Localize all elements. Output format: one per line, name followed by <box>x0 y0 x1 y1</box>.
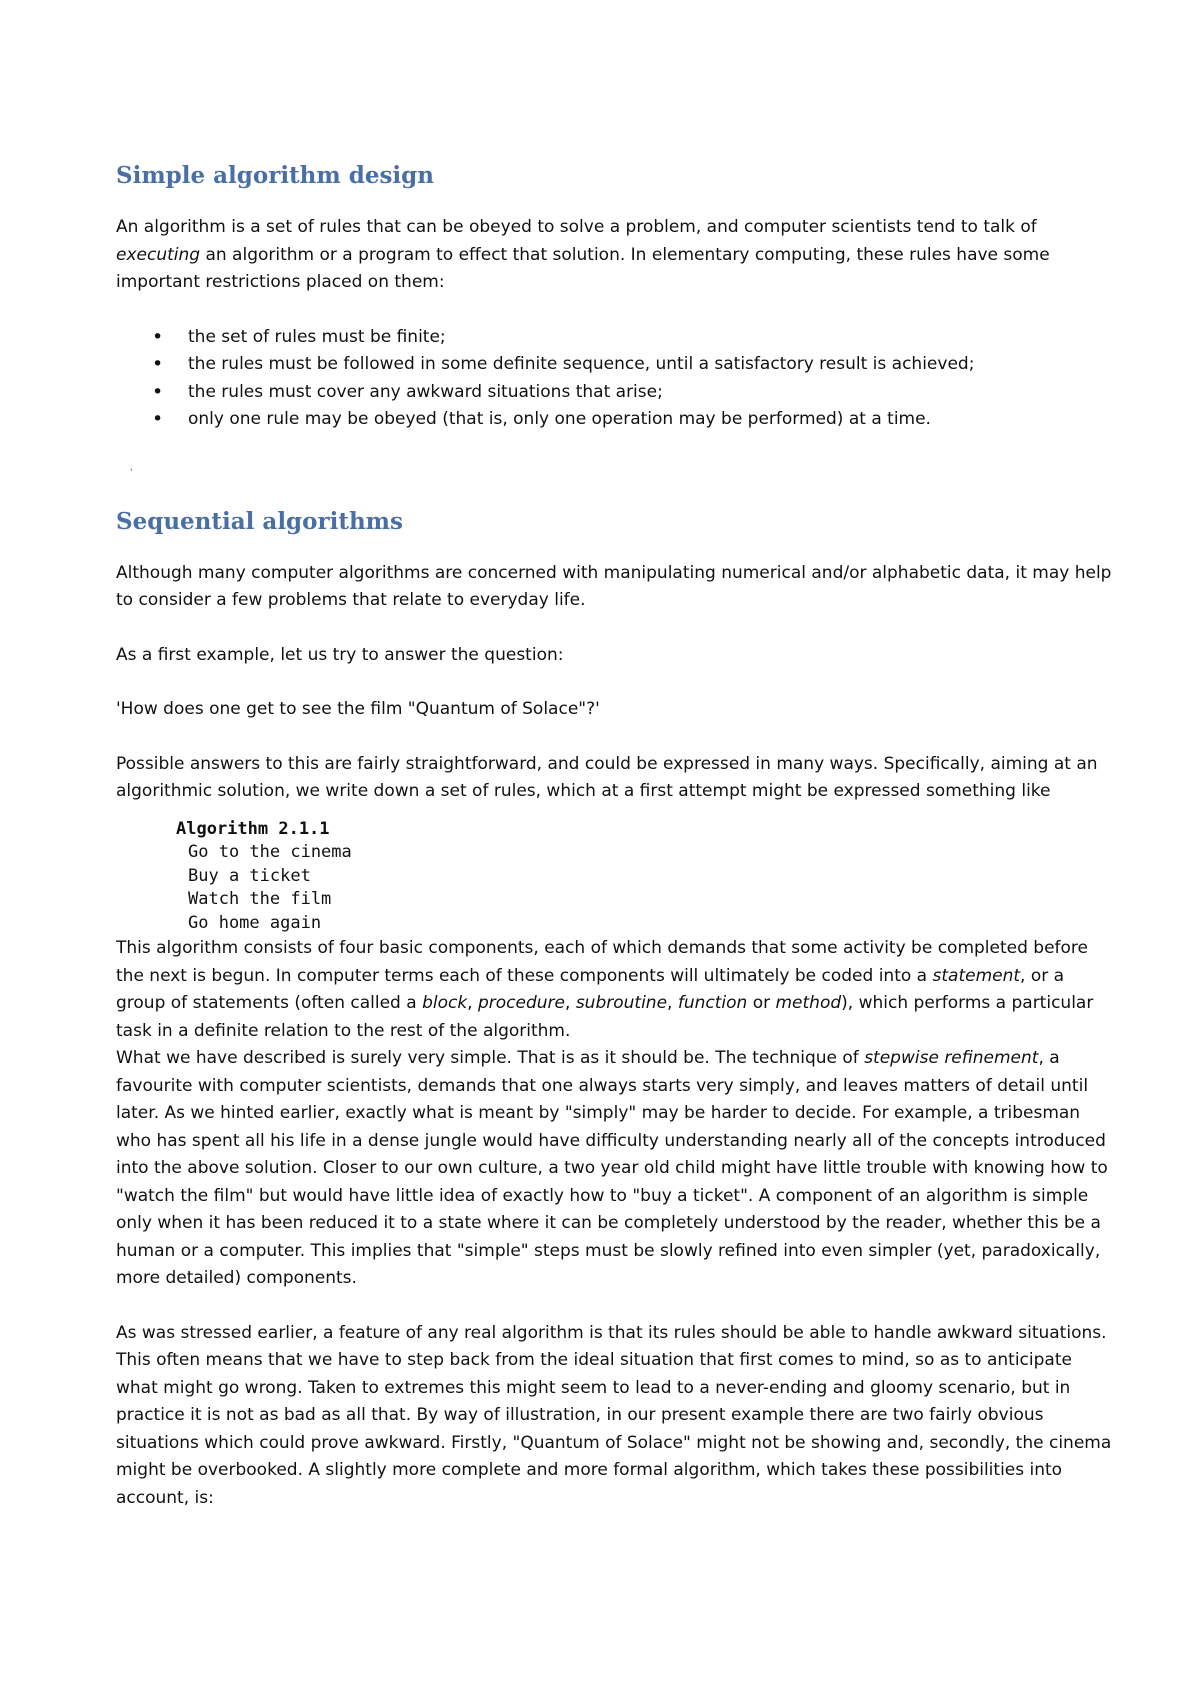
paragraph-stepwise-refinement: What we have described is surely very simple. That is as it should be. The technique of stepwise refinement, a favourite with computer scientists, demands that one always starts very simply, and leaves matters of detail until later. As we hinted earlier, exactly what is meant by "simply" may be harder to decide. For example, a tribesman who has spent all his life in a dense jungle would have difficulty understanding nearly all of the concepts introduced into the above solution. Closer to our own culture, a two year old child might have little trouble with knowing how to "watch the film" but would have little idea of exactly how to "buy a ticket". A component of an algorithm is simple only when it has been reduced it to a state where it can be completely understood by the reader, whether this be a human or a computer. This implies that "simple" steps must be slowly refined into even simpler (yet, paradoxically, more detailed) components. <box>116 1048 1108 1288</box>
emphasis-block: block <box>422 993 468 1013</box>
emphasis-procedure: procedure <box>477 993 565 1013</box>
algorithm-block <box>176 818 1116 936</box>
section-heading-simple-algorithm-design: Simple algorithm design <box>116 162 434 189</box>
algorithm-step: Go home again <box>188 912 322 933</box>
paragraph: Although many computer algorithms are concerned with manipulating numerical and/or alphabetic data, it may help to consider a few problems that relate to everyday life. <box>116 562 1112 610</box>
intro-text-a: An algorithm is a set of rules that can be obeyed to solve a problem, and computer scientists tend to talk of <box>116 217 1037 237</box>
paragraph-components: This algorithm consists of four basic components, each of which demands that some activity be completed before the next is begun. In computer terms each of these components will ultimately be coded into a statement, or a group of statements (often called a block, procedure, subroutine, function or method), which performs a particular task in a definite relation to the rest of the algorithm. <box>116 938 1094 1041</box>
paragraph-awkward-situations: As was stressed earlier, a feature of any real algorithm is that its rules should be able to handle awkward situations. This often means that we have to step back from the ideal situation that first comes to mind, so as to anticipate what might go wrong. Taken to extremes this might seem to lead to a never-ending and gloomy scenario, but in practice it is not as bad as all that. By way of illustration, in our present example there are two fairly obvious situations which could prove awkward. Firstly, "Quantum of Solace" might not be showing and, secondly, the cinema might be overbooked. A slightly more complete and more formal algorithm, which takes these possibilities into account, is: <box>116 1322 1112 1508</box>
emphasis-stepwise-refinement: stepwise refinement <box>864 1048 1039 1068</box>
emphasis-statement: statement <box>932 965 1021 986</box>
algorithm-step: Watch the film <box>188 889 332 909</box>
list-item: • the rules must cover any awkward situations that arise; <box>116 379 1116 407</box>
stray-mark: ' <box>130 467 133 478</box>
list-item: • the rules must be followed in some definite sequence, until a satisfactory result is achieved; <box>116 351 1116 379</box>
intro-paragraph <box>116 214 1116 297</box>
emphasis-method: method <box>775 993 842 1013</box>
document-page <box>116 160 1116 1539</box>
section-heading-sequential-algorithms: Sequential algorithms <box>116 507 403 535</box>
paragraph: Possible answers to this are fairly straightforward, and could be expressed in many ways. Specifically, aiming at an algorithmic solution, we write down a set of rules, which at a first attempt might be expressed something like <box>116 753 1098 801</box>
intro-emphasis: executing <box>116 244 201 265</box>
emphasis-subroutine: subroutine <box>575 993 668 1013</box>
paragraph: As a first example, let us try to answer the question: <box>116 644 564 665</box>
question-paragraph: 'How does one get to see the film "Quantum of Solace"?' <box>116 699 600 719</box>
algorithm-step: Go to the cinema <box>188 842 352 862</box>
algorithm-title: Algorithm 2.1.1 <box>176 818 330 839</box>
list-item: • the set of rules must be finite; <box>116 324 1116 352</box>
algorithm-step: Buy a ticket <box>188 865 311 886</box>
emphasis-function: function <box>677 993 748 1013</box>
rules-list <box>116 324 1116 434</box>
intro-text-b: an algorithm or a program to effect that solution. In elementary computing, these rules have some important restrictions placed on them: <box>116 244 1050 292</box>
list-item: • only one rule may be obeyed (that is, only one operation may be performed) at a time. <box>116 406 1116 434</box>
